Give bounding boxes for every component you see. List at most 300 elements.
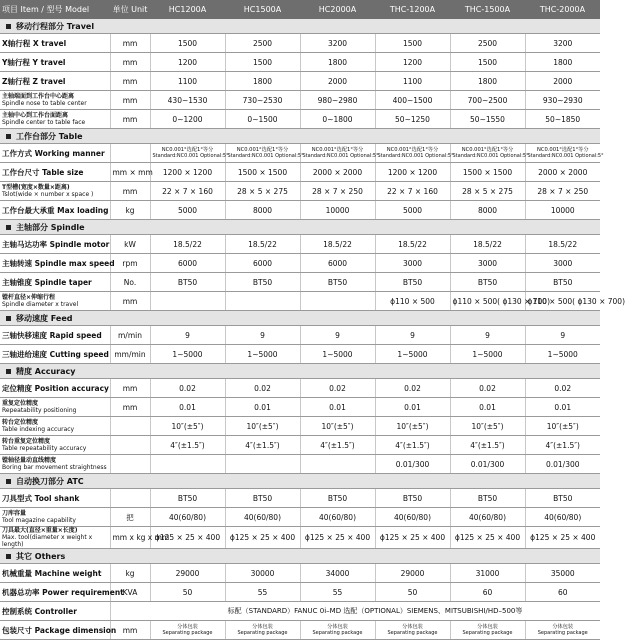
row-label-cell (0, 72, 110, 91)
row-value: 1~5000 (525, 345, 600, 364)
row-value: 1200 (150, 53, 225, 72)
row-label: 定位精度 Position accuracy (2, 383, 109, 393)
row-value: 0.01 (375, 398, 450, 417)
row-value: 18.5/22 (150, 235, 225, 254)
row-unit: mm/min (110, 345, 150, 364)
row-value (300, 144, 379, 163)
row-unit: mm (110, 34, 150, 53)
section-title: 移动速度 Feed (16, 313, 73, 323)
row-label: 工作台最大承重 Max loading (2, 205, 109, 215)
row-value: 40(60/80) (150, 508, 225, 527)
header-unit-label: 单位 Unit (110, 0, 150, 19)
section-header (0, 474, 600, 489)
row-value: 1100 (375, 72, 450, 91)
spec-row (0, 182, 600, 201)
row-label: 机械重量 Machine weight (2, 568, 102, 578)
value-line-en: Separating package (162, 630, 213, 636)
row-value: 1500 × 1500 (225, 163, 300, 182)
value-line-cn: 分体包装 (177, 624, 198, 630)
row-value: 0.01/300 (525, 455, 600, 474)
row-label-cell (0, 201, 110, 220)
section-title-cell (0, 549, 600, 564)
section-title: 主轴部分 Spindle (16, 222, 85, 232)
row-label-cell (0, 436, 110, 455)
row-unit: rpm (110, 254, 150, 273)
spec-row (0, 34, 600, 53)
row-value: 1800 (225, 72, 300, 91)
row-value: 4″(±1.5″) (450, 436, 525, 455)
row-value: 50~1250 (375, 110, 450, 129)
row-value: ϕ110 × 500( ϕ130 × 700) (525, 292, 600, 311)
row-value: 55 (300, 583, 375, 602)
row-value: 1500 (150, 34, 225, 53)
row-unit: mm (110, 91, 150, 110)
row-label: T型槽(宽度×数量×距离) (2, 184, 70, 191)
row-label: 刀具型式 Tool shank (2, 493, 80, 503)
row-label: 工作方式 Working manner (2, 148, 105, 158)
row-label-en: Max. tool(diameter x weight x length) (2, 534, 93, 548)
row-value (150, 144, 229, 163)
header-model-3: HC2000A (300, 0, 375, 19)
row-label-cell (0, 602, 110, 621)
row-value: 1~5000 (450, 345, 525, 364)
row-label-cell (0, 182, 110, 201)
row-unit: kW (110, 235, 150, 254)
row-label: 镗杆直径×伸缩行程 (2, 294, 56, 301)
row-value: BT50 (450, 273, 525, 292)
section-title: 自动换刀部分 ATC (16, 476, 84, 486)
row-value: 10″(±5″) (300, 417, 375, 436)
section-header (0, 364, 600, 379)
row-label-en: Spindle diameter x travel (2, 301, 79, 308)
row-value: 10″(±5″) (225, 417, 300, 436)
row-value: 18.5/22 (225, 235, 300, 254)
row-label-en: Tool magazine capability (2, 517, 76, 524)
row-value (300, 292, 375, 311)
section-header (0, 549, 600, 564)
row-label-cell (0, 273, 110, 292)
row-value: 4″(±1.5″) (300, 436, 375, 455)
row-value: 1500 (225, 53, 300, 72)
row-value: 1800 (450, 72, 525, 91)
row-label-cell (0, 621, 117, 640)
row-value: 18.5/22 (525, 235, 600, 254)
value-line-en: Standard:NC0.001 Optional:5° (377, 153, 454, 159)
section-bullet-icon (6, 134, 11, 139)
section-title: 精度 Accuracy (16, 366, 76, 376)
row-unit: mm (110, 292, 150, 311)
row-label-cell (0, 583, 124, 602)
row-value: 8000 (225, 201, 300, 220)
row-value: 6000 (225, 254, 300, 273)
row-unit: mm (110, 379, 150, 398)
spec-row (0, 163, 600, 182)
spec-row (0, 602, 600, 621)
row-label: X轴行程 X travel (2, 38, 67, 48)
row-value: 22 × 7 × 160 (150, 182, 225, 201)
row-value: BT50 (450, 489, 525, 508)
row-label-cell (0, 417, 110, 436)
row-value: 10000 (525, 201, 600, 220)
spec-row (0, 436, 600, 455)
value-line-en: Separating package (237, 630, 288, 636)
section-bullet-icon (6, 225, 11, 230)
row-label-cell (0, 527, 110, 549)
row-label: 工作台尺寸 Table size (2, 167, 84, 177)
section-title: 移动行程部分 Travel (16, 21, 95, 31)
row-value: 0.02 (375, 379, 450, 398)
row-value: 5000 (375, 201, 450, 220)
row-label-cell (0, 508, 110, 527)
value-line-cn: NC0.001°选配1°等分 (536, 147, 589, 153)
row-value: 29000 (150, 564, 225, 583)
row-label-cell (0, 254, 115, 273)
section-bullet-icon (6, 479, 11, 484)
value-line-cn: 分体包装 (477, 624, 498, 630)
row-value: 0.02 (150, 379, 225, 398)
row-value: BT50 (375, 273, 450, 292)
row-label-cell (0, 163, 110, 182)
row-unit (110, 602, 150, 621)
row-unit (110, 436, 150, 455)
spec-row (0, 201, 600, 220)
row-unit: mm (110, 53, 150, 72)
value-line-en: Standard:NC0.001 Optional:5° (227, 153, 304, 159)
row-value: 730~2530 (225, 91, 300, 110)
row-value: 10″(±5″) (150, 417, 225, 436)
row-value: 9 (525, 326, 600, 345)
row-unit: mm (110, 182, 150, 201)
row-value: 1500 (375, 34, 450, 53)
section-title-cell (0, 364, 600, 379)
row-value: 0~1500 (225, 110, 300, 129)
row-value: 2000 × 2000 (300, 163, 375, 182)
value-line-cn: NC0.001°选配1°等分 (161, 147, 214, 153)
row-value: ϕ110 × 500 (375, 292, 450, 311)
row-value (375, 621, 450, 640)
row-label-cell (0, 110, 110, 129)
row-label-en: Tslot(wide × number x space ) (2, 191, 94, 198)
row-value: 22 × 7 × 160 (375, 182, 450, 201)
spec-row (0, 379, 600, 398)
row-value: 55 (225, 583, 300, 602)
row-label-cell (0, 345, 110, 364)
row-unit: mm (110, 398, 150, 417)
row-value: 10″(±5″) (375, 417, 450, 436)
value-line-cn: 分体包装 (552, 624, 574, 630)
row-value: BT50 (525, 489, 600, 508)
row-value (225, 292, 300, 311)
row-value: 1~5000 (150, 345, 225, 364)
row-value: 3000 (450, 254, 525, 273)
row-value: 1500 (450, 53, 525, 72)
row-value: ϕ125 × 25 × 400 (300, 527, 375, 549)
row-unit: KVA (110, 583, 150, 602)
row-label-cell (0, 564, 110, 583)
row-value: 10000 (300, 201, 375, 220)
row-label: 镗轴径量动直线精度 (2, 457, 57, 464)
row-value: 9 (450, 326, 525, 345)
section-header (0, 129, 600, 144)
row-value: 10″(±5″) (525, 417, 600, 436)
row-value: 50 (150, 583, 225, 602)
section-header (0, 220, 600, 235)
spec-row (0, 110, 600, 129)
row-value: 4″(±1.5″) (375, 436, 450, 455)
section-title-cell (0, 474, 600, 489)
row-unit: mm (110, 110, 150, 129)
row-value: 40(60/80) (525, 508, 600, 527)
spec-row (0, 621, 600, 640)
row-value: 40(60/80) (450, 508, 525, 527)
row-value: 60 (450, 583, 525, 602)
row-value: 2000 (300, 72, 375, 91)
row-value: 9 (300, 326, 375, 345)
row-value: ϕ125 × 25 × 400 (525, 527, 600, 549)
row-value: 0.02 (225, 379, 300, 398)
row-label: 主轴中心到工作台面距离 (2, 112, 69, 119)
spec-row (0, 417, 600, 436)
row-value: 930~2930 (525, 91, 600, 110)
section-title: 工作台部分 Table (16, 131, 83, 141)
row-value: 18.5/22 (450, 235, 525, 254)
row-value: 31000 (450, 564, 525, 583)
value-line-en: Standard:NC0.001 Optional:5° (452, 153, 529, 159)
spec-row (0, 91, 600, 110)
row-label-cell (0, 235, 110, 254)
spec-row (0, 235, 600, 254)
row-value: 6000 (300, 254, 375, 273)
spec-row (0, 345, 600, 364)
row-value (150, 292, 225, 311)
value-line-en: Standard:NC0.001 Optional:5° (152, 153, 229, 159)
row-unit: No. (110, 273, 150, 292)
section-title-cell (0, 129, 600, 144)
value-line-en: Separating package (387, 630, 438, 636)
row-value: 8000 (450, 201, 525, 220)
row-value: 0~1800 (300, 110, 375, 129)
row-value: 50 (375, 583, 450, 602)
row-value: 1200 × 1200 (150, 163, 225, 182)
row-value: 28 × 7 × 250 (300, 182, 375, 201)
row-label: 包装尺寸 Package dimension (2, 625, 117, 635)
value-line-cn: NC0.001°选配1°等分 (311, 147, 364, 153)
row-value: 4″(±1.5″) (150, 436, 225, 455)
row-value (375, 144, 454, 163)
row-value: BT50 (150, 489, 225, 508)
spec-row (0, 254, 600, 273)
value-line-cn: 分体包装 (402, 624, 423, 630)
row-label: 转台重复定位精度 (2, 438, 51, 445)
row-value: 1500 × 1500 (450, 163, 525, 182)
row-value: 29000 (375, 564, 450, 583)
row-value: 0.01 (300, 398, 375, 417)
row-value: 2000 × 2000 (525, 163, 600, 182)
row-value: 3000 (525, 254, 600, 273)
section-bullet-icon (6, 369, 11, 374)
row-value: 9 (225, 326, 300, 345)
section-title-cell (0, 220, 600, 235)
spec-row (0, 489, 600, 508)
row-label-cell (0, 34, 110, 53)
row-unit: 把 (110, 508, 150, 527)
row-value: 34000 (300, 564, 375, 583)
row-value: 0.01/300 (450, 455, 525, 474)
value-line-cn: 分体包装 (252, 624, 273, 630)
row-value: 6000 (150, 254, 225, 273)
row-value (525, 621, 600, 640)
row-label: 刀库容量 (2, 510, 27, 517)
section-title-cell (0, 19, 600, 34)
row-label: 机器总功率 Power requirement (2, 587, 124, 597)
spec-row (0, 508, 600, 527)
row-value (150, 455, 225, 474)
row-label: 主轴端面到工作台中心距离 (2, 93, 75, 100)
row-value: 1200 (375, 53, 450, 72)
row-value: 30000 (225, 564, 300, 583)
row-value (150, 621, 225, 640)
row-value: BT50 (525, 273, 600, 292)
row-label-en: Boring bar movement straightness (2, 464, 107, 471)
row-value: 9 (150, 326, 225, 345)
header-row (0, 0, 600, 19)
row-value: 35000 (525, 564, 600, 583)
spec-row (0, 53, 600, 72)
spec-row (0, 326, 600, 345)
spec-row (0, 292, 600, 311)
row-value (225, 621, 300, 640)
row-value: 980~2980 (300, 91, 375, 110)
row-value: BT50 (300, 273, 375, 292)
value-line-en: Separating package (462, 630, 513, 636)
row-value: ϕ110 × 500( ϕ130 × 700) (450, 292, 525, 311)
spec-row (0, 72, 600, 91)
row-unit: mm (110, 621, 150, 640)
row-label: 主轴马达功率 Spindle motor (2, 239, 110, 249)
row-value: BT50 (225, 273, 300, 292)
row-value: 0.01/300 (375, 455, 450, 474)
row-label: 转台定位精度 (2, 419, 39, 426)
value-line-cn: NC0.001°选配1°等分 (386, 147, 439, 153)
section-title: 其它 Others (16, 551, 66, 561)
row-label-cell (0, 53, 110, 72)
value-line-en: Standard:NC0.001 Optional:5° (302, 153, 379, 159)
row-label-en: Repeatability positioning (2, 407, 77, 414)
spec-row (0, 144, 600, 163)
row-value: 1800 (525, 53, 600, 72)
row-value: ϕ125 × 25 × 400 (375, 527, 450, 549)
header-model-2: HC1500A (225, 0, 300, 19)
row-unit (110, 489, 150, 508)
row-value: 400~1500 (375, 91, 450, 110)
spec-row (0, 398, 600, 417)
header-model-6: THC-2000A (525, 0, 600, 19)
row-label-cell (0, 91, 110, 110)
row-unit: m/min (110, 326, 150, 345)
row-value: 2500 (450, 34, 525, 53)
row-value: 2000 (525, 72, 600, 91)
row-label: 刀具最大(直径×重量×长度) (2, 527, 78, 534)
row-value: 40(60/80) (300, 508, 375, 527)
section-header (0, 19, 600, 34)
row-unit: mm × mm (110, 163, 150, 182)
row-value: BT50 (375, 489, 450, 508)
row-value: 5000 (150, 201, 225, 220)
row-value: 40(60/80) (375, 508, 450, 527)
row-value (300, 621, 375, 640)
row-label-en: Table indexing accuracy (2, 426, 75, 433)
row-unit (110, 144, 150, 163)
row-label: Y轴行程 Y travel (2, 57, 66, 67)
row-value: 18.5/22 (375, 235, 450, 254)
row-unit (110, 455, 150, 474)
row-value: 0.02 (450, 379, 525, 398)
row-value: 0.01 (450, 398, 525, 417)
value-line-en: Separating package (312, 630, 363, 636)
row-value: 1200 × 1200 (375, 163, 450, 182)
row-span-value: 标配（STANDARD）FANUC 0i–MD 选配（OPTIONAL）SIEMENS、MITSUBISHI/HD–500等 (150, 602, 600, 621)
row-value: 4″(±1.5″) (225, 436, 300, 455)
header-item-label: 项目 Item / 型号 Model (0, 0, 110, 19)
row-label-en: Table repeatability accuracy (2, 445, 87, 452)
row-value: 1~5000 (375, 345, 450, 364)
row-value (225, 455, 300, 474)
row-unit: kg (110, 201, 150, 220)
section-header (0, 311, 600, 326)
value-line-cn: NC0.001°选配1°等分 (461, 147, 514, 153)
row-value: 1~5000 (300, 345, 375, 364)
row-value: 3000 (375, 254, 450, 273)
row-value: BT50 (225, 489, 300, 508)
row-value: 0.02 (525, 379, 600, 398)
section-bullet-icon (6, 554, 11, 559)
section-bullet-icon (6, 24, 11, 29)
row-value (225, 144, 304, 163)
row-value: 1~5000 (225, 345, 300, 364)
row-value: 0.01 (150, 398, 225, 417)
row-value (300, 455, 375, 474)
row-label: 控制系统 Controller (2, 606, 77, 616)
row-label: 三轴快移速度 Rapid speed (2, 330, 102, 340)
row-value: BT50 (150, 273, 225, 292)
row-value (525, 144, 604, 163)
row-value: ϕ125 × 25 × 400 (225, 527, 300, 549)
row-value: 1800 (300, 53, 375, 72)
row-label-cell (0, 379, 110, 398)
row-label-en: Spindle nose to table center (2, 100, 87, 107)
row-label: 重复定位精度 (2, 400, 39, 407)
row-value: 0.01 (525, 398, 600, 417)
row-value: 430~1530 (150, 91, 225, 110)
row-value: 0.02 (300, 379, 375, 398)
row-label-cell (0, 455, 110, 474)
row-value: 18.5/22 (300, 235, 375, 254)
row-value: 28 × 5 × 275 (225, 182, 300, 201)
header-model-1: HC1200A (150, 0, 225, 19)
row-value: 0~1200 (150, 110, 225, 129)
row-label-cell (0, 292, 110, 311)
section-title-cell (0, 311, 600, 326)
spec-row (0, 564, 600, 583)
header-model-5: THC-1500A (450, 0, 525, 19)
row-label-cell (0, 398, 110, 417)
section-bullet-icon (6, 316, 11, 321)
spec-row (0, 455, 600, 474)
value-line-cn: 分体包装 (327, 624, 348, 630)
row-value: 700~2500 (450, 91, 525, 110)
value-line-en: Standard:NC0.001 Optional:5° (527, 153, 604, 159)
row-value: 10″(±5″) (450, 417, 525, 436)
